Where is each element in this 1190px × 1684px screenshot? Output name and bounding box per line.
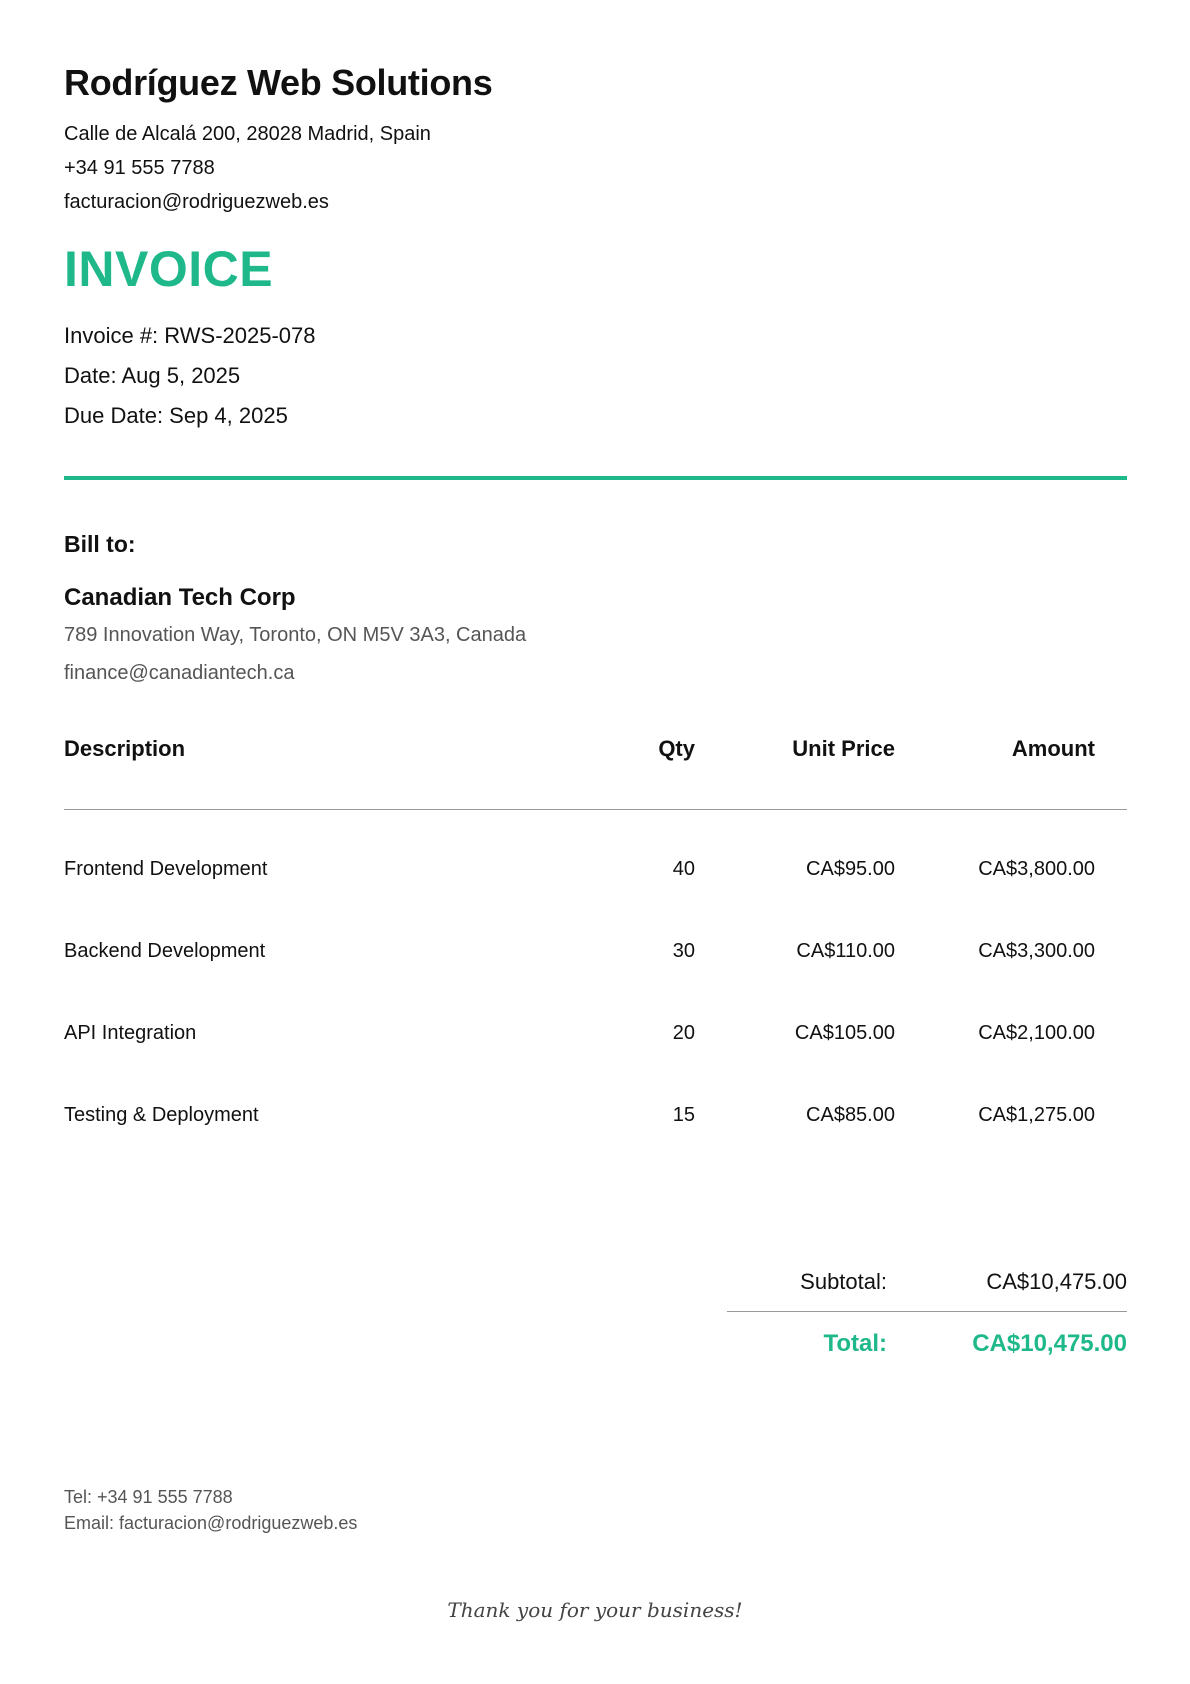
row-description: Testing & Deployment — [64, 1104, 259, 1126]
row-amount: CA$2,100.00 — [978, 1022, 1095, 1044]
invoice-title: INVOICE — [64, 241, 274, 297]
total-label: Total: — [823, 1330, 887, 1357]
company-name: Rodríguez Web Solutions — [64, 62, 493, 103]
row-qty: 15 — [672, 1104, 695, 1126]
row-amount: CA$3,800.00 — [978, 858, 1095, 880]
client-email: finance@canadiantech.ca — [64, 662, 295, 684]
row-qty: 40 — [672, 858, 695, 880]
thank-you-note: Thank you for your business! — [447, 1598, 743, 1622]
row-unit-price: CA$95.00 — [806, 858, 895, 880]
totals-divider — [727, 1311, 1127, 1312]
client-name: Canadian Tech Corp — [64, 584, 296, 611]
company-phone: +34 91 555 7788 — [64, 157, 215, 179]
bill-to-label: Bill to: — [64, 531, 136, 557]
company-email: facturacion@rodriguezweb.es — [64, 191, 329, 213]
company-address: Calle de Alcalá 200, 28028 Madrid, Spain — [64, 123, 431, 145]
invoice-date: Date: Aug 5, 2025 — [64, 363, 241, 388]
invoice-due-date: Due Date: Sep 4, 2025 — [64, 403, 288, 428]
header-qty: Qty — [658, 736, 695, 761]
footer-email: Email: facturacion@rodriguezweb.es — [64, 1513, 358, 1533]
subtotal-value: CA$10,475.00 — [986, 1269, 1127, 1294]
row-description: API Integration — [64, 1022, 197, 1044]
row-unit-price: CA$85.00 — [806, 1104, 895, 1126]
table-header-divider — [64, 809, 1127, 810]
row-qty: 20 — [672, 1022, 695, 1044]
row-unit-price: CA$110.00 — [796, 940, 895, 962]
header-description: Description — [64, 736, 186, 761]
row-unit-price: CA$105.00 — [794, 1022, 895, 1044]
row-amount: CA$3,300.00 — [978, 940, 1095, 962]
row-description: Frontend Development — [64, 858, 268, 880]
header-divider — [64, 476, 1127, 480]
subtotal-label: Subtotal: — [800, 1269, 887, 1294]
footer-tel: Tel: +34 91 555 7788 — [64, 1487, 233, 1507]
header-unit-price: Unit Price — [792, 736, 895, 761]
row-amount: CA$1,275.00 — [978, 1104, 1095, 1126]
client-address: 789 Innovation Way, Toronto, ON M5V 3A3, Canada — [64, 624, 527, 646]
header-amount: Amount — [1011, 736, 1095, 761]
row-description: Backend Development — [64, 940, 266, 962]
invoice-number: Invoice #: RWS-2025-078 — [64, 323, 316, 348]
total-value: CA$10,475.00 — [972, 1330, 1127, 1357]
row-qty: 30 — [672, 940, 695, 962]
